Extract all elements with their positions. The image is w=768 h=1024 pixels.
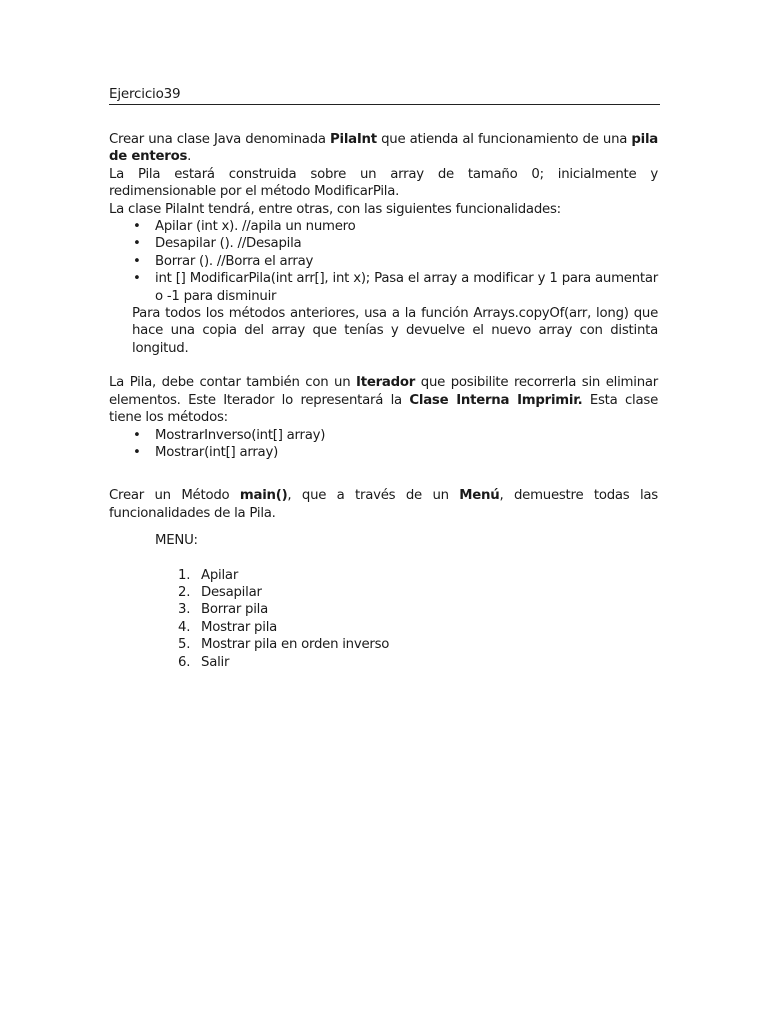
menu-item: 3. Borrar pila [178,602,269,618]
bullet-icon: • [133,271,141,287]
menu-item: 4. Mostrar pila [178,619,278,635]
list-item: • int [] ModificarPila(int arr[], int x); Pasa el array a modificar y 1 para aumentar o -1 para disminuir [133,271,658,304]
list-item: • Apilar (int x). //apila un numero [133,219,356,235]
functions-intro: La clase PilaInt tendrá, entre otras, con las siguientes funcionalidades: [109,201,561,217]
array-paragraph: La Pila estará construida sobre un array de tamaño 0; inicialmente y redimensionable por el método ModificarPila. [109,166,658,200]
methods-list [109,427,658,462]
class-name-pilaint: PilaInt [330,132,377,147]
intro-paragraph: Crear una clase Java denominada PilaInt que atienda al funcionamiento de una pila de enteros. [109,132,658,165]
main-method-paragraph: Crear un Método main(), que a través de un Menú, demuestre todas las funcionalidades de la Pila. [109,488,658,521]
header-divider [109,104,660,105]
bullet-icon: • [133,236,141,252]
list-item: • Borrar (). //Borra el array [133,253,314,269]
functions-list [109,218,658,305]
menu-term: Menú [459,488,500,504]
clase-interna-term: Clase Interna Imprimir. [409,392,583,408]
copyof-note: Para todos los métodos anteriores, usa a la función Arrays.copyOf(arr, long) que hace una copia del array que tenías y devuelve el nuevo array con distinta longitud. [132,306,658,356]
menu-item: 5. Mostrar pila en orden inverso [178,637,390,653]
menu-item: 6. Salir [178,654,230,670]
menu-list [109,567,658,671]
main-term: main() [239,488,288,504]
document-body [109,131,658,671]
bullet-icon: • [133,253,141,269]
list-item: • Desapilar (). //Desapila [133,236,302,252]
iterador-term: Iterador [356,375,416,391]
pila-enteros-term: pila de enteros [109,132,658,165]
list-item: • MostrarInverso(int[] array) [133,427,326,443]
iterator-paragraph: La Pila, debe contar también con un Iterador que posibilite recorrerla sin eliminar elementos. Este Iterador lo representará la Clase Interna Imprimir. Esta clase tiene los métodos: [109,375,659,426]
list-item: • Mostrar(int[] array) [133,444,279,460]
document-header-title: Ejercicio39 [109,86,181,102]
bullet-icon: • [133,219,141,235]
bullet-icon: • [133,427,141,443]
bullet-icon: • [133,444,141,460]
menu-item: 2. Desapilar [178,584,262,600]
menu-title: MENU: [155,533,198,549]
menu-item: 1. Apilar [178,567,239,583]
